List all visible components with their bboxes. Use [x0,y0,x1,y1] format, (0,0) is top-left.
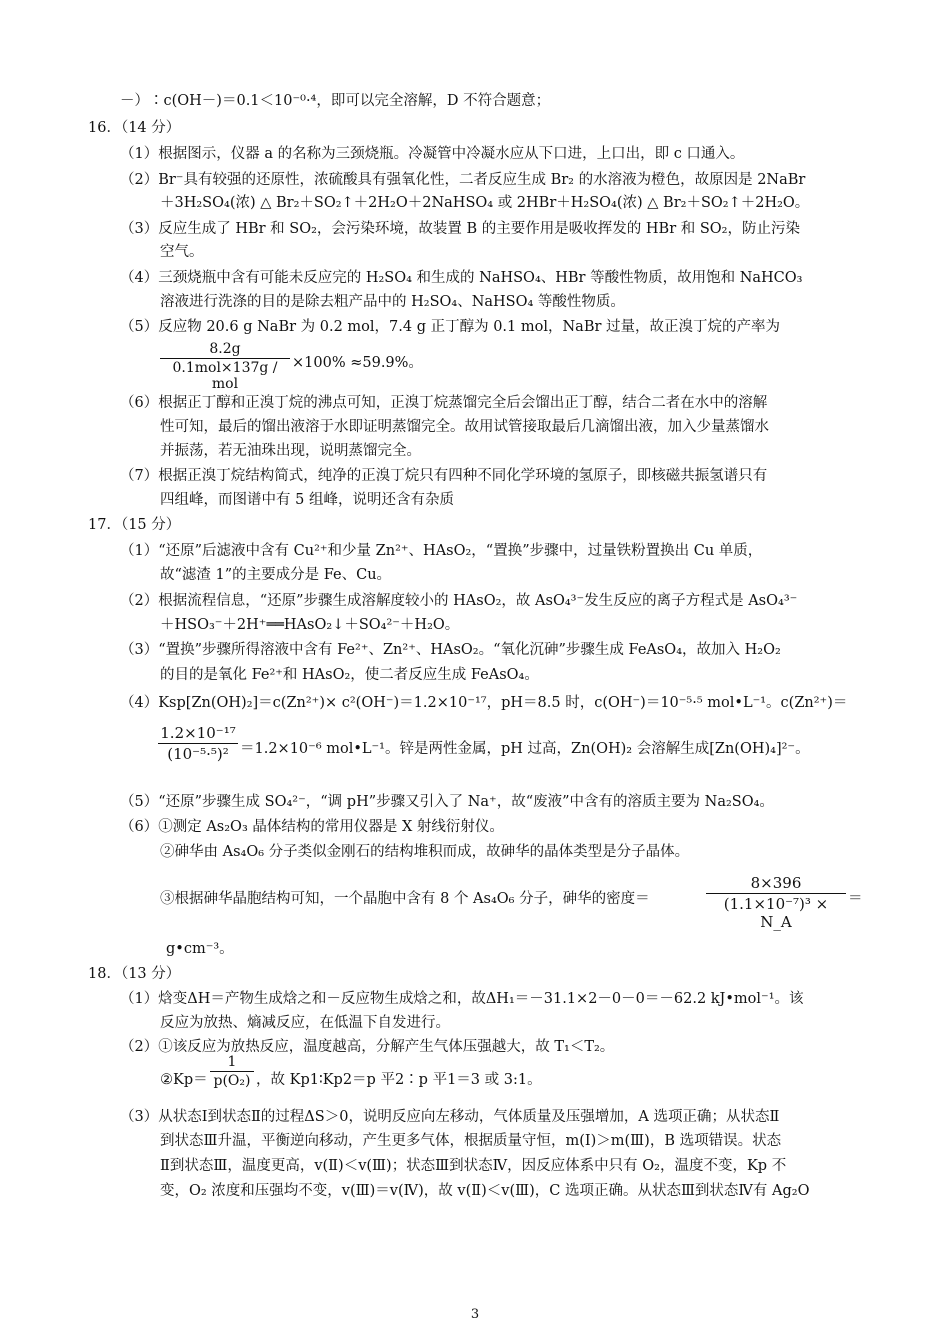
text-line: 故“滤渣 1”的主要成分是 Fe、Cu。 [160,567,392,583]
equation-line: ＋HSO₃⁻＋2H⁺══HAsO₂↓＋SO₄²⁻＋H₂O。 [160,617,460,633]
text-line: 到状态Ⅲ升温，平衡逆向移动，产生更多气体，根据质量守恒，m(Ⅰ)＞m(Ⅲ)，B 选项错误。状态 [160,1133,782,1149]
question-heading: 18．（13 分） [88,966,181,982]
fraction-denominator: p(O₂) [213,1073,251,1089]
page-number: 3 [470,1307,480,1322]
text-line: （5）反应物 20.6 g NaBr 为 0.2 mol，7.4 g 正丁醇为 0.1 mol，NaBr 过量，故正溴丁烷的产率为 [120,319,781,335]
text-line: 并振荡，若无油珠出现，说明蒸馏完全。 [160,443,421,459]
text-line: g•cm⁻³。 [166,941,234,957]
zn-fraction [158,724,238,763]
text-line: （5）“还原”步骤生成 SO₄²⁻，“调 pH”步骤又引入了 Na⁺，故“废液”中含有的溶质主要为 Na₂SO₄。 [120,794,774,810]
text-line: 溶液进行洗涤的目的是除去粗产品中的 H₂SO₄、NaHSO₄ 等酸性物质。 [160,294,625,310]
text-line: （3）“置换”步骤所得溶液中含有 Fe²⁺、Zn²⁺、HAsO₂。“氧化沉砷”步骤生成 FeAsO₄，故加入 H₂O₂ [120,642,781,658]
text-line: Ⅱ到状态Ⅲ，温度更高，v(Ⅱ)＜v(Ⅲ)；状态Ⅲ到状态Ⅳ，因反应体系中只有 O₂，温度不变，Kp 不 [160,1158,787,1174]
question-heading: 16．（14 分） [88,120,181,136]
yield-fraction [160,341,290,392]
text-line: （6）①测定 As₂O₃ 晶体结构的常用仪器是 X 射线衍射仪。 [120,819,504,835]
text-line: （1）焓变ΔH＝产物生成焓之和－反应物生成焓之和，故ΔH₁＝－31.1×2－0－0＝－62.2 kJ•mol⁻¹。该 [120,991,804,1007]
text-line: ②砷华由 As₄O₆ 分子类似金刚石的结构堆积而成，故砷华的晶体类型是分子晶体。 [160,844,690,860]
text-line: （3）从状态Ⅰ到状态Ⅱ的过程ΔS＞0，说明反应向左移动，气体质量及压强增加，A 选项正确；从状态Ⅱ [120,1109,780,1125]
text-line: （4）Ksp[Zn(OH)₂]＝c(Zn²⁺)× c²(OH⁻)＝1.2×10⁻¹⁷，pH＝8.5 时，c(OH⁻)＝10⁻⁵·⁵ mol•L⁻¹。c(Zn²⁺)＝ [120,695,848,711]
fraction-numerator: 1.2×10⁻¹⁷ [160,724,236,742]
text-line: （1）“还原”后滤液中含有 Cu²⁺和少量 Zn²⁺、HAsO₂，“置换”步骤中，过量铁粉置换出 Cu 单质， [120,543,763,559]
fraction-numerator: 8.2g [209,341,241,357]
question-heading: 17．（15 分） [88,517,181,533]
text-line: ＝1.2×10⁻⁶ mol•L⁻¹。锌是两性金属，pH 过高，Zn(OH)₂ 会溶解生成[Zn(OH)₄]²⁻。 [240,741,810,757]
text-line: （4）三颈烧瓶中含有可能未反应完的 H₂SO₄ 和生成的 NaHSO₄、HBr 等酸性物质，故用饱和 NaHCO₃ [120,270,803,286]
text-line: （6）根据正丁醇和正溴丁烷的沸点可知，正溴丁烷蒸馏完全后会馏出正丁醇，结合二者在水中的溶解 [120,395,768,411]
text-line: 变，O₂ 浓度和压强均不变，v(Ⅲ)＝v(Ⅳ)，故 v(Ⅱ)＜v(Ⅲ)，C 选项正确。从状态Ⅲ到状态Ⅳ有 Ag₂O [160,1183,810,1199]
text-line: ，故 Kp1∶Kp2＝p 平2∶p 平1＝3 或 3:1。 [256,1072,542,1088]
text-line: ③根据砷华晶胞结构可知，一个晶胞中含有 8 个 As₄O₆ 分子，砷华的密度＝ [160,891,650,907]
fraction-denominator: (1.1×10⁻⁷)³ × N_A [723,895,829,931]
text-line: 性可知，最后的馏出液溶于水即证明蒸馏完全。故用试管接取最后几滴馏出液，加入少量蒸馏水 [160,419,769,435]
text-line: （1）根据图示，仪器 a 的名称为三颈烧瓶。冷凝管中冷凝水应从下口进，上口出，即 c 口通入。 [120,146,745,162]
text-line: （2）Br⁻具有较强的还原性，浓硫酸具有强氧化性，二者反应生成 Br₂ 的水溶液为橙色，故原因是 2NaBr [120,172,806,188]
text-line: （7）根据正溴丁烷结构简式，纯净的正溴丁烷只有四种不同化学环境的氢原子，即核磁共振氢谱只有 [120,468,768,484]
text-line: （3）反应生成了 HBr 和 SO₂，会污染环境，故装置 B 的主要作用是吸收挥发的 HBr 和 SO₂，防止污染 [120,221,800,237]
fraction-denominator: 0.1mol×137g / mol [172,360,278,392]
text-line: （2）①该反应为放热反应，温度越高，分解产生气体压强越大，故 T₁＜T₂。 [120,1039,615,1055]
text-line: 四组峰，而图谱中有 5 组峰，说明还含有杂质 [160,492,454,508]
text-line: 空气。 [160,244,204,260]
text-line: －）∶c(OH－)＝0.1＜10⁻⁰·⁴，即可以完全溶解，D 不符合题意； [120,93,551,109]
fraction-tail: ×100% ≈59.9%。 [292,355,423,371]
fraction-tail: ＝ [848,891,863,907]
equation-line: ＋3H₂SO₄(浓) △ Br₂＋SO₂↑＋2H₂O＋2NaHSO₄ 或 2HBr＋H₂SO₄(浓) △ Br₂＋SO₂↑＋2H₂O。 [160,195,810,211]
density-fraction [706,874,846,931]
fraction-numerator: 8×396 [750,874,802,892]
fraction-denominator: (10⁻⁵·⁵)² [167,745,229,763]
text-line: （2）根据流程信息，“还原”步骤生成溶解度较小的 HAsO₂，故 AsO₄³⁻发生反应的离子方程式是 AsO₄³⁻ [120,593,798,609]
text-line: 的目的是氧化 Fe²⁺和 HAsO₂，使二者反应生成 FeAsO₄。 [160,667,539,683]
kp-lead: ②Kp＝ [160,1072,208,1088]
kp-fraction [210,1054,254,1089]
fraction-numerator: 1 [227,1054,237,1070]
text-line: 反应为放热、熵减反应，在低温下自发进行。 [160,1015,450,1031]
